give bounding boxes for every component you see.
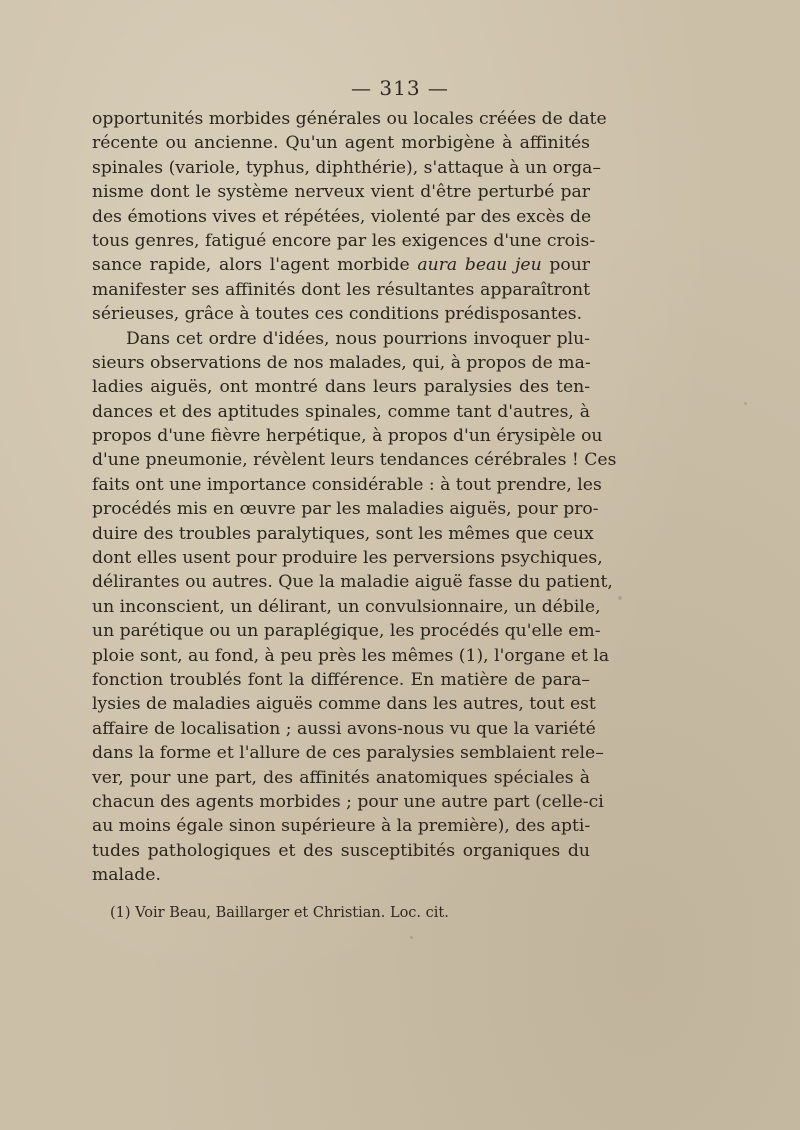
text-line: malade. (92, 865, 161, 886)
text-line: ver, pour une part, des affinités anatomiques spéciales à (92, 767, 590, 788)
text-line: procédés mis en œuvre par les maladies aiguës, pour pro- (92, 499, 599, 520)
text-line: faits ont une importance considérable : à tout prendre, les (92, 474, 602, 495)
text-line: lysies de maladies aiguës comme dans les autres, tout est (92, 694, 596, 715)
text-line: fonction troublés font la différence. En matière de para– (92, 669, 590, 690)
text-line: Dans cet ordre d'idées, nous pourrions invoquer plu- (126, 328, 590, 349)
text-line: dont elles usent pour produire les perversions psychiques, (92, 548, 603, 569)
text-line: sieurs observations de nos malades, qui, à propos de ma- (92, 352, 591, 373)
text-line: un parétique ou un paraplégique, les procédés qu'elle em- (92, 621, 601, 642)
text-line: tous genres, fatigué encore par les exigences d'une crois- (92, 230, 596, 251)
paper-spot (618, 596, 622, 600)
text-line: délirantes ou autres. Que la maladie aiguë fasse du patient, (92, 572, 613, 593)
body-text (92, 107, 617, 888)
text-line: d'une pneumonie, révèlent leurs tendances cérébrales ! Ces (92, 450, 617, 471)
footnote: (1) Voir Beau, Baillarger et Christian. Loc. cit. (110, 905, 449, 921)
text-line: propos d'une fièvre herpétique, à propos d'un érysipèle ou (92, 426, 603, 447)
text-line: nisme dont le système nerveux vient d'être perturbé par (92, 182, 590, 203)
text-line: chacun des agents morbides ; pour une autre part (celle-ci (92, 791, 604, 812)
text-line: tudes pathologiques et des susceptibités organiques du (92, 840, 590, 861)
text-line: spinales (variole, typhus, diphthérie), s'attaque à un orga– (92, 157, 601, 178)
text-line: sérieuses, grâce à toutes ces conditions prédisposantes. (92, 304, 583, 325)
text-line: des émotions vives et répétées, violenté par des excès de (92, 206, 592, 227)
text-line: ladies aiguës, ont montré dans leurs paralysies des ten- (92, 377, 590, 398)
text-line: dans la forme et l'allure de ces paralysies semblaient rele– (92, 743, 604, 764)
text-line: un inconscient, un délirant, un convulsionnaire, un débile, (92, 596, 601, 617)
text-line: opportunités morbides générales ou locales créées de date (92, 109, 607, 129)
text-line: ploie sont, au fond, à peu près les mêmes (1), l'organe et la (92, 645, 610, 666)
text-line: duire des troubles paralytiques, sont les mêmes que ceux (92, 523, 594, 544)
text-line: dances et des aptitudes spinales, comme tant d'autres, à (92, 401, 590, 422)
text-line: affaire de localisation ; aussi avons-nous vu que la variété (92, 718, 596, 739)
text-line: manifester ses affinités dont les résultantes apparaîtront (92, 279, 590, 300)
page-number: — 313 — (351, 76, 449, 100)
paper-spot (410, 936, 413, 939)
text-line: au moins égale sinon supérieure à la première), des apti- (92, 816, 591, 837)
paper-spot (744, 402, 747, 405)
text-line: récente ou ancienne. Qu'un agent morbigène à affinités (92, 133, 590, 154)
text-line: sance rapide, alors l'agent morbide aura beau jeu pour (92, 255, 590, 276)
